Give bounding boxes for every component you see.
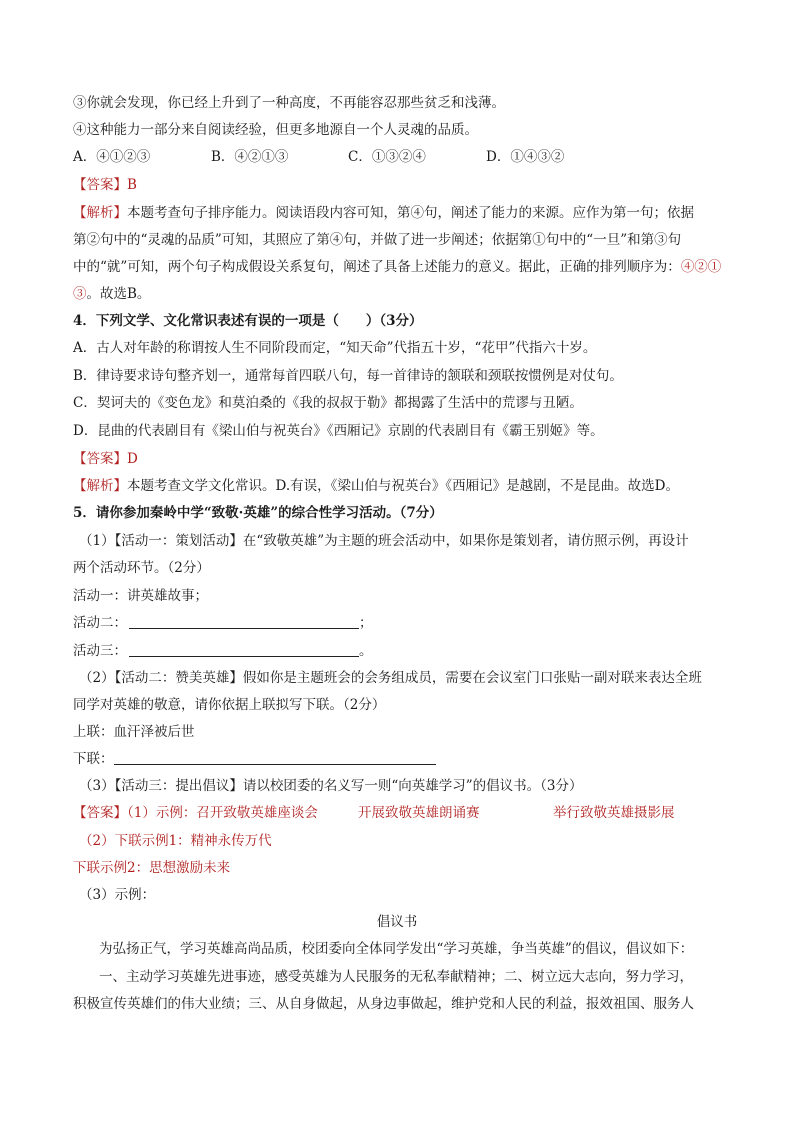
lower-couplet-blank[interactable]: [114, 764, 436, 765]
q4-analysis: [73, 476, 679, 496]
letter-line-3: 积极宣传英雄们的伟大业绩；三、从自身做起，从身边事做起，维护党和人民的利益，报效祖国、服务人: [73, 996, 694, 1012]
q4-answer: [73, 449, 138, 469]
q4-option-b: B．律诗要求诗句整齐划一，通常每首四联八句，每一首律诗的颔联和颈联按惯例是对仗句。: [73, 368, 623, 384]
q5-lower-couplet-label: 下联：: [73, 751, 114, 767]
q3-option-d: D．①④③②: [486, 149, 565, 165]
activity-2-end: ；: [359, 615, 373, 631]
letter-title: 倡议书: [376, 914, 418, 930]
answer-tag: 【答案】: [73, 177, 127, 193]
answer-value: B: [127, 177, 137, 193]
q5-part3: （3）【活动三：提出倡议】请以校团委的名义写一则“向英雄学习”的倡议书。（3分）: [79, 778, 583, 794]
activity-3-blank[interactable]: [129, 656, 359, 657]
activity-3-end: 。: [359, 643, 373, 659]
q3-analysis-line-3: [73, 257, 721, 277]
activity-2-blank[interactable]: [129, 628, 359, 629]
answer-value: D: [127, 451, 138, 467]
q3-option-c: C．①③②④: [348, 149, 426, 165]
analysis-tag: 【解析】: [73, 478, 127, 494]
q3-answer: [73, 175, 137, 195]
q3-analysis-line-4: [73, 284, 150, 304]
analysis-order: ④②①: [680, 259, 722, 275]
q4-option-c: C．契诃夫的《变色龙》和莫泊桑的《我的叔叔于勒》都揭露了生活中的荒谬与丑陋。: [73, 395, 583, 411]
letter-line-1: 为弘扬正气，学习英雄高尚品质，校团委向全体同学发出“学习英雄，争当英雄”的倡议，倡议如下：: [99, 941, 694, 957]
q5-part2-line-2: 同学对英雄的敬意，请你依据上联拟写下联。（2分）: [73, 697, 386, 713]
q5-activity-2-label: 活动二：: [73, 615, 127, 631]
analysis-text: 中的“就”可知，两个句子构成假设关系复句，阐述了具备上述能力的意义。据此，正确的排列顺序为：: [73, 259, 681, 275]
letter-line-2: 一、主动学习英雄先进事迹，感受英雄为人民服务的无私奉献精神；二、树立远大志向，努力学习，: [99, 969, 693, 985]
q5-title: 5．请你参加秦岭中学“致敬·英雄”的综合性学习活动。（7分）: [73, 505, 443, 521]
analysis-text: 本题考查文学文化常识。D.有误，《梁山伯与祝英台》《西厢记》是越剧，不是昆曲。故选D。: [127, 478, 679, 494]
analysis-order: ③: [73, 286, 87, 302]
q5-activity-3-label: 活动三：: [73, 643, 127, 659]
answer-example-1: （1）示例：召开致敬英雄座谈会: [127, 805, 318, 821]
answer-tag: 【答案】: [73, 451, 127, 467]
q5-part2-line-1: （2）【活动二：赞美英雄】假如你是主题班会的会务组成员，需要在会议室门口张贴一副对联来表达全班: [79, 670, 702, 686]
q5-upper-couplet: 上联：血汗泽被后世: [73, 724, 195, 740]
q3-analysis-line-2: 第②句中的“灵魂的品质”可知，其照应了第④句，并做了进一步阐述；依据第①句中的“一旦”和第③句: [73, 232, 682, 248]
q5-part1-line-2: 两个活动环节。（2分）: [73, 560, 210, 576]
q5-answer-couplet-1: （2）下联示例1：精神永传万代: [79, 833, 272, 849]
analysis-tag: 【解析】: [73, 205, 127, 221]
q5-answer-line-1: [73, 803, 318, 823]
q5-part1-line-1: （1）【活动一：策划活动】在“致敬英雄”为主题的班会活动中，如果你是策划者，请仿照示例，再设计: [79, 533, 689, 549]
q3-option-b: B．④②①③: [211, 149, 289, 165]
q5-answer-couplet-2: 下联示例2：思想激励未来: [73, 860, 231, 876]
q3-sentence-3: ③你就会发现，你已经上升到了一种高度，不再能容忍那些贫乏和浅薄。: [73, 95, 505, 111]
q4-option-d: D．昆曲的代表剧目有《梁山伯与祝英台》《西厢记》京剧的代表剧目有《霸王别姬》等。: [73, 423, 604, 439]
analysis-text: 本题考查句子排序能力。阅读语段内容可知，第④句，阐述了能力的来源。应作为第一句；依据: [127, 205, 694, 221]
q4-title: 4．下列文学、文化常识表述有误的一项是（ ）（3分）: [73, 313, 423, 329]
q5-answer-part3: （3）示例：: [79, 887, 156, 903]
q3-analysis-line-1: [73, 203, 694, 223]
answer-example-3: 举行致敬英雄摄影展: [553, 805, 675, 821]
q3-sentence-4: ④这种能力一部分来自阅读经验，但更多地源自一个人灵魂的品质。: [73, 122, 478, 138]
q3-option-a: A．④①②③: [73, 149, 151, 165]
q5-activity-1: 活动一：讲英雄故事；: [73, 588, 208, 604]
analysis-text: 。故选B。: [86, 286, 151, 302]
q4-option-a: A．古人对年龄的称谓按人生不同阶段而定，“知天命”代指五十岁，“花甲”代指六十岁。: [73, 340, 597, 356]
answer-tag: 【答案】: [73, 805, 127, 821]
answer-example-2: 开展致敬英雄朗诵赛: [358, 805, 480, 821]
